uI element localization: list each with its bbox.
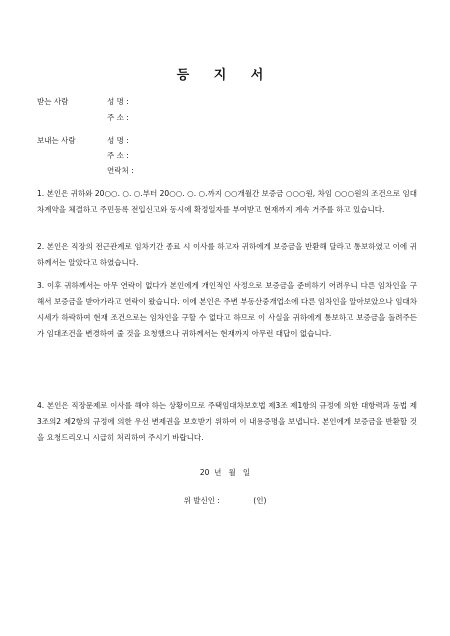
paragraph-2: 2. 본인은 직장의 전근관계로 임차기간 종료 시 이사를 하고자 귀하에게 보증금을 반환해 달라고 통보하였고 이에 귀하께서는 알았다고 하였습니다. <box>37 242 417 267</box>
signature-line: 위 발신인 : (인) <box>183 496 267 505</box>
paragraph-3: 3. 이후 귀하께서는 아무 연락이 없다가 본인에게 개인적인 사정으로 보증금을 준비하기 어려우니 다른 임차인을 구해서 보증금을 받아가라고 연락이 왔습니다. 이에 본인은 주변 부동산중개업소에 다른 임차인을 알아보았으나 임대차 시세가 하락하여 현재 조건으로는 임차인을 구할 수 없다고 하므로 이 사실을 귀하에게 통보하고 보증금을 돌려주든가 임대조건을 변경하여 줄 것을 요청했으나 귀하께서는 현재까지 아무런 대답이 없습니다. <box>37 281 417 338</box>
paragraph-1: 1. 본인은 귀하와 20○○. ○. ○.부터 20○○. ○. ○.까지 ○○개월간 보증금 ○○○원, 차임 ○○○원의 조건으로 임대차계약을 체결하고 주민등록 전입신고와 동시에 확정일자를 부여받고 현재까지 계속 거주를 하고 있습니다. <box>37 189 417 214</box>
sender-name-label: 성 명 : <box>107 136 129 145</box>
receiver-label: 받는 사람 <box>37 97 69 106</box>
sender-label: 보내는 사람 <box>37 136 76 145</box>
sender-contact-label: 연락처 : <box>107 166 134 175</box>
paragraph-4: 4. 본인은 직장문제로 이사를 해야 하는 상황이므로 주택임대차보호법 제3조 제1항의 규정에 의한 대항력과 동법 제3조의2 제2항의 규정에 의한 우선 변제권을 보호받기 위하여 이 내용증명을 보냅니다. 본인에게 보증금을 반환할 것을 요청드리오니 시급히 처리하여 주시기 바랍니다. <box>37 401 417 442</box>
receiver-name-label: 성 명 : <box>107 97 129 106</box>
receiver-address-label: 주 소 : <box>107 113 129 122</box>
page-title: 등 지 서 <box>176 68 274 83</box>
date-line: 20 년 월 일 <box>199 468 251 477</box>
sender-address-label: 주 소 : <box>107 151 129 160</box>
